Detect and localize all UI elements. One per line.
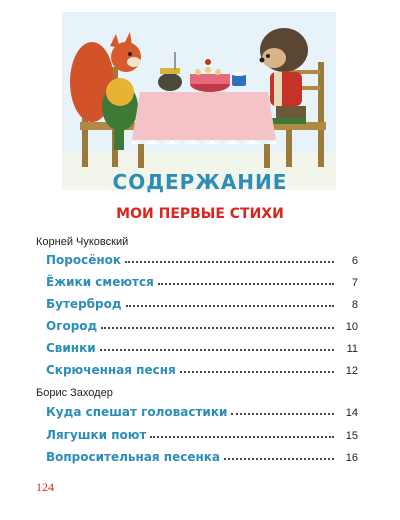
toc-entry-page: 6 bbox=[351, 255, 358, 267]
toc-entry[interactable] bbox=[46, 337, 358, 355]
author-name: Корней Чуковский bbox=[36, 236, 129, 248]
toc-entry-page: 16 bbox=[345, 452, 358, 464]
toc-dot-leader bbox=[126, 305, 334, 307]
toc-entry-page: 8 bbox=[351, 299, 358, 311]
toc-entry-page: 14 bbox=[345, 407, 358, 419]
toc-entry-title: Огород bbox=[46, 319, 98, 333]
toc-entry-title: Куда спешат головастики bbox=[46, 405, 228, 419]
toc-entry[interactable] bbox=[46, 293, 358, 311]
toc-entry-title: Ёжики смеются bbox=[46, 275, 154, 289]
author-name: Борис Заходер bbox=[36, 387, 113, 399]
toc-entry[interactable] bbox=[46, 359, 358, 377]
toc-entry[interactable] bbox=[46, 271, 358, 289]
toc-entry-title: Вопросительная песенка bbox=[46, 450, 220, 464]
toc-entry-title: Скрюченная песня bbox=[46, 363, 176, 377]
section-heading: МОИ ПЕРВЫЕ СТИХИ bbox=[116, 206, 284, 222]
toc-entry[interactable] bbox=[46, 315, 358, 333]
tea-party-illustration bbox=[62, 12, 336, 190]
toc-dot-leader bbox=[231, 413, 334, 415]
toc-entry-page: 12 bbox=[345, 365, 358, 377]
toc-entry-title: Лягушки поют bbox=[46, 428, 147, 442]
toc-entry-page: 10 bbox=[345, 321, 358, 333]
toc-dot-leader bbox=[158, 283, 334, 285]
toc-entry-page: 7 bbox=[351, 277, 358, 289]
toc-entry[interactable] bbox=[46, 424, 358, 442]
toc-entry-page: 11 bbox=[346, 343, 358, 355]
toc-entry-title: Бутерброд bbox=[46, 297, 122, 311]
toc-entry-title: Свинки bbox=[46, 341, 96, 355]
toc-dot-leader bbox=[101, 327, 334, 329]
toc-entry-title: Поросёнок bbox=[46, 253, 122, 267]
page-number: 124 bbox=[36, 480, 54, 494]
toc-dot-leader bbox=[125, 261, 334, 263]
toc-dot-leader bbox=[100, 349, 334, 351]
toc-entry[interactable] bbox=[46, 249, 358, 267]
toc-entry[interactable] bbox=[46, 401, 358, 419]
toc-dot-leader bbox=[180, 371, 334, 373]
toc-dot-leader bbox=[150, 436, 334, 438]
toc-entry-page: 15 bbox=[345, 430, 358, 442]
toc-entry[interactable] bbox=[46, 446, 358, 464]
page-title: СОДЕРЖАНИЕ bbox=[112, 170, 288, 194]
toc-dot-leader bbox=[224, 458, 334, 460]
cup-icon bbox=[232, 72, 246, 86]
